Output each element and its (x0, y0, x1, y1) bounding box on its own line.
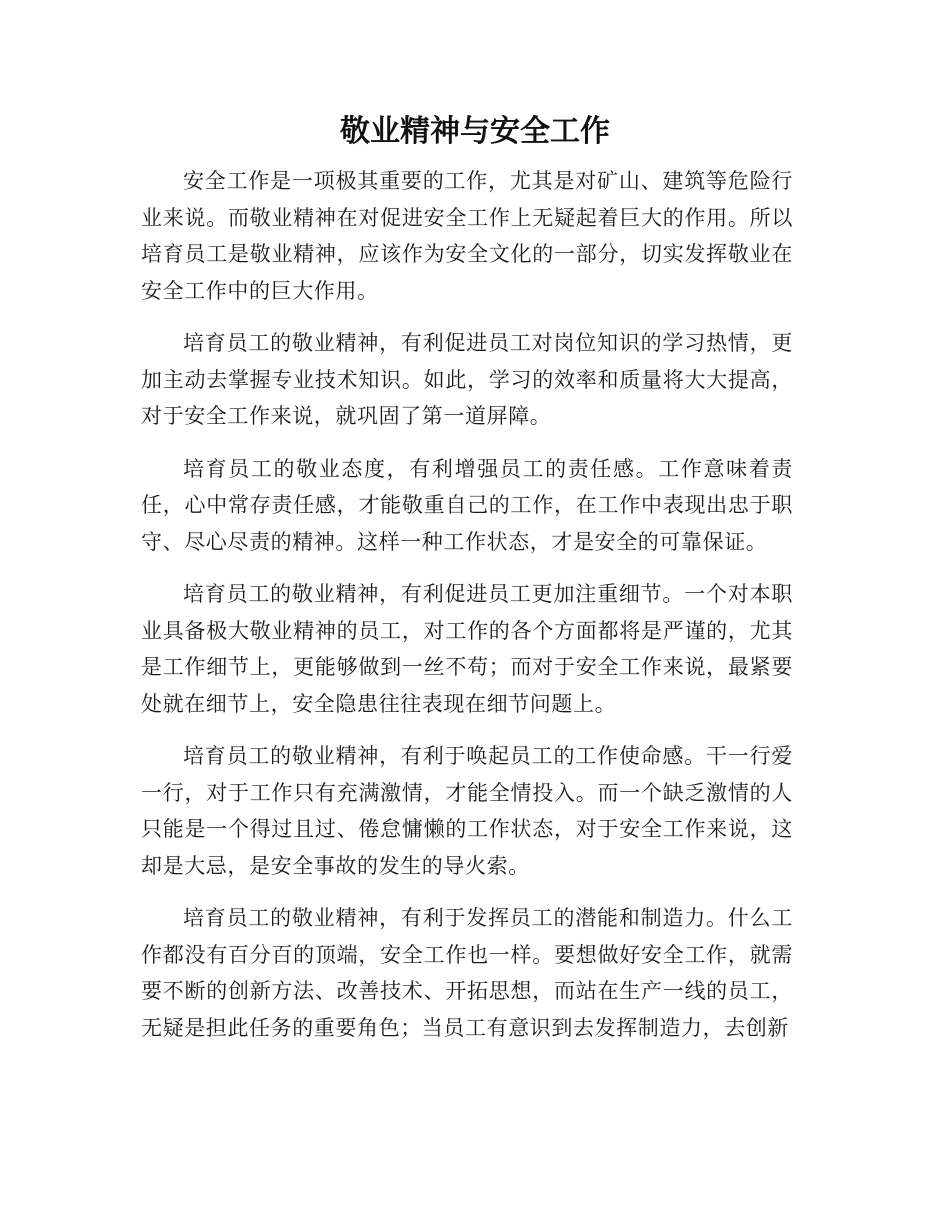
paragraph-2: 培育员工的敬业精神，有利促进员工对岗位知识的学习热情，更加主动去掌握专业技术知识。如此，学习的效率和质量将大大提高，对于安全工作来说，就巩固了第一道屏障。 (141, 331, 793, 428)
document-body (141, 163, 793, 1062)
paragraph-5: 培育员工的敬业精神，有利于唤起员工的工作使命感。干一行爱一行，对于工作只有充满激情，才能全情投入。而一个缺乏激情的人只能是一个得过且过、倦怠慵懒的工作状态，对于安全工作来说，这却是大忌，是安全事故的发生的导火索。 (141, 744, 793, 878)
paragraph-4: 培育员工的敬业精神，有利促进员工更加注重细节。一个对本职业具备极大敬业精神的员工，对工作的各个方面都将是严谨的，尤其是工作细节上，更能够做到一丝不苟；而对于安全工作来说，最紧要处就在细节上，安全隐患往往表现在细节问题上。 (141, 582, 793, 716)
paragraph-3: 培育员工的敬业态度，有利增强员工的责任感。工作意味着责任，心中常存责任感，才能敬重自己的工作，在工作中表现出忠于职守、尽心尽责的精神。这样一种工作状态，才是安全的可靠保证。 (141, 456, 793, 554)
document-title: 敬业精神与安全工作 (340, 114, 610, 149)
paragraph-6: 培育员工的敬业精神，有利于发挥员工的潜能和制造力。什么工作都没有百分百的顶端，安全工作也一样。要想做好安全工作，就需要不断的创新方法、改善技术、开拓思想，而站在生产一线的员工，无疑是担此任务的重要角色；当员工有意识到去发挥制造力，去创新 (141, 906, 793, 1040)
paragraph-1: 安全工作是一项极其重要的工作，尤其是对矿山、建筑等危险行业来说。而敬业精神在对促进安全工作上无疑起着巨大的作用。所以培育员工是敬业精神，应该作为安全文化的一部分，切实发挥敬业在安全工作中的巨大作用。 (141, 169, 793, 303)
